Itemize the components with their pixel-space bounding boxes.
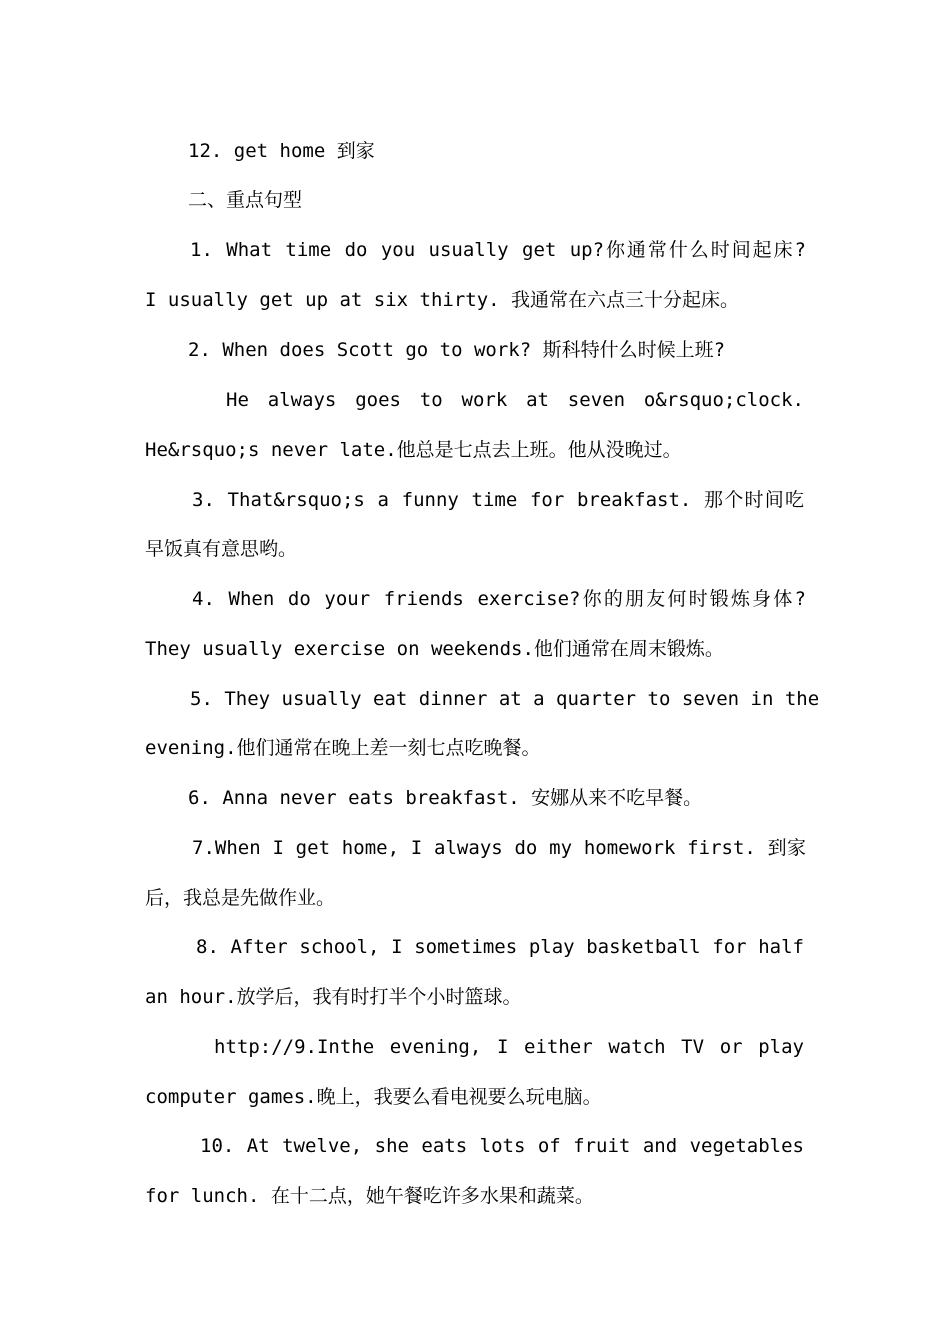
section-heading: 二、重点句型	[188, 189, 303, 211]
sentence-3-line-1: 3. That&rsquo;s a funny time for breakfast. 那个时间吃	[192, 489, 804, 511]
sentence-7-line-1: 7.When I get home, I always do my homework first. 到家	[192, 837, 806, 859]
sentence-10-line-2: for lunch. 在十二点，她午餐吃许多水果和蔬菜。	[145, 1185, 594, 1207]
sentence-5-line-2: evening.他们通常在晚上差一刻七点吃晚餐。	[145, 737, 541, 759]
sentence-1-line-2: I usually get up at six thirty. 我通常在六点三十分起床。	[145, 289, 740, 311]
sentence-10-line-1: 10. At twelve, she eats lots of fruit and vegetables	[200, 1135, 804, 1157]
sentence-3-line-2: 早饭真有意思哟。	[145, 538, 298, 560]
sentence-7-line-2: 后，我总是先做作业。	[145, 887, 336, 909]
sentence-2-line-3: He&rsquo;s never late.他总是七点去上班。他从没晚过。	[145, 439, 682, 461]
sentence-4-line-2: They usually exercise on weekends.他们通常在周末锻炼。	[145, 638, 724, 660]
vocab-item-12: 12. get home 到家	[188, 140, 375, 162]
sentence-2-line-2: He always goes to work at seven o&rsquo;clock.	[226, 389, 804, 411]
sentence-8-line-2: an hour.放学后，我有时打半个小时篮球。	[145, 986, 522, 1008]
sentence-4-line-1: 4. When do your friends exercise?你的朋友何时锻炼身体?	[192, 588, 806, 610]
sentence-8-line-1: 8. After school, I sometimes play basketball for half	[196, 936, 804, 958]
sentence-9-line-1: http://9.Inthe evening, I either watch TV or play	[214, 1036, 804, 1058]
sentence-2-line-1: 2. When does Scott go to work? 斯科特什么时候上班?	[188, 339, 726, 361]
sentence-6: 6. Anna never eats breakfast. 安娜从来不吃早餐。	[188, 787, 703, 809]
sentence-1-line-1: 1. What time do you usually get up?你通常什么时间起床?	[190, 239, 806, 261]
sentence-9-line-2: computer games.晚上，我要么看电视要么玩电脑。	[145, 1086, 602, 1108]
sentence-5-line-1: 5. They usually eat dinner at a quarter to seven in the	[190, 688, 820, 710]
